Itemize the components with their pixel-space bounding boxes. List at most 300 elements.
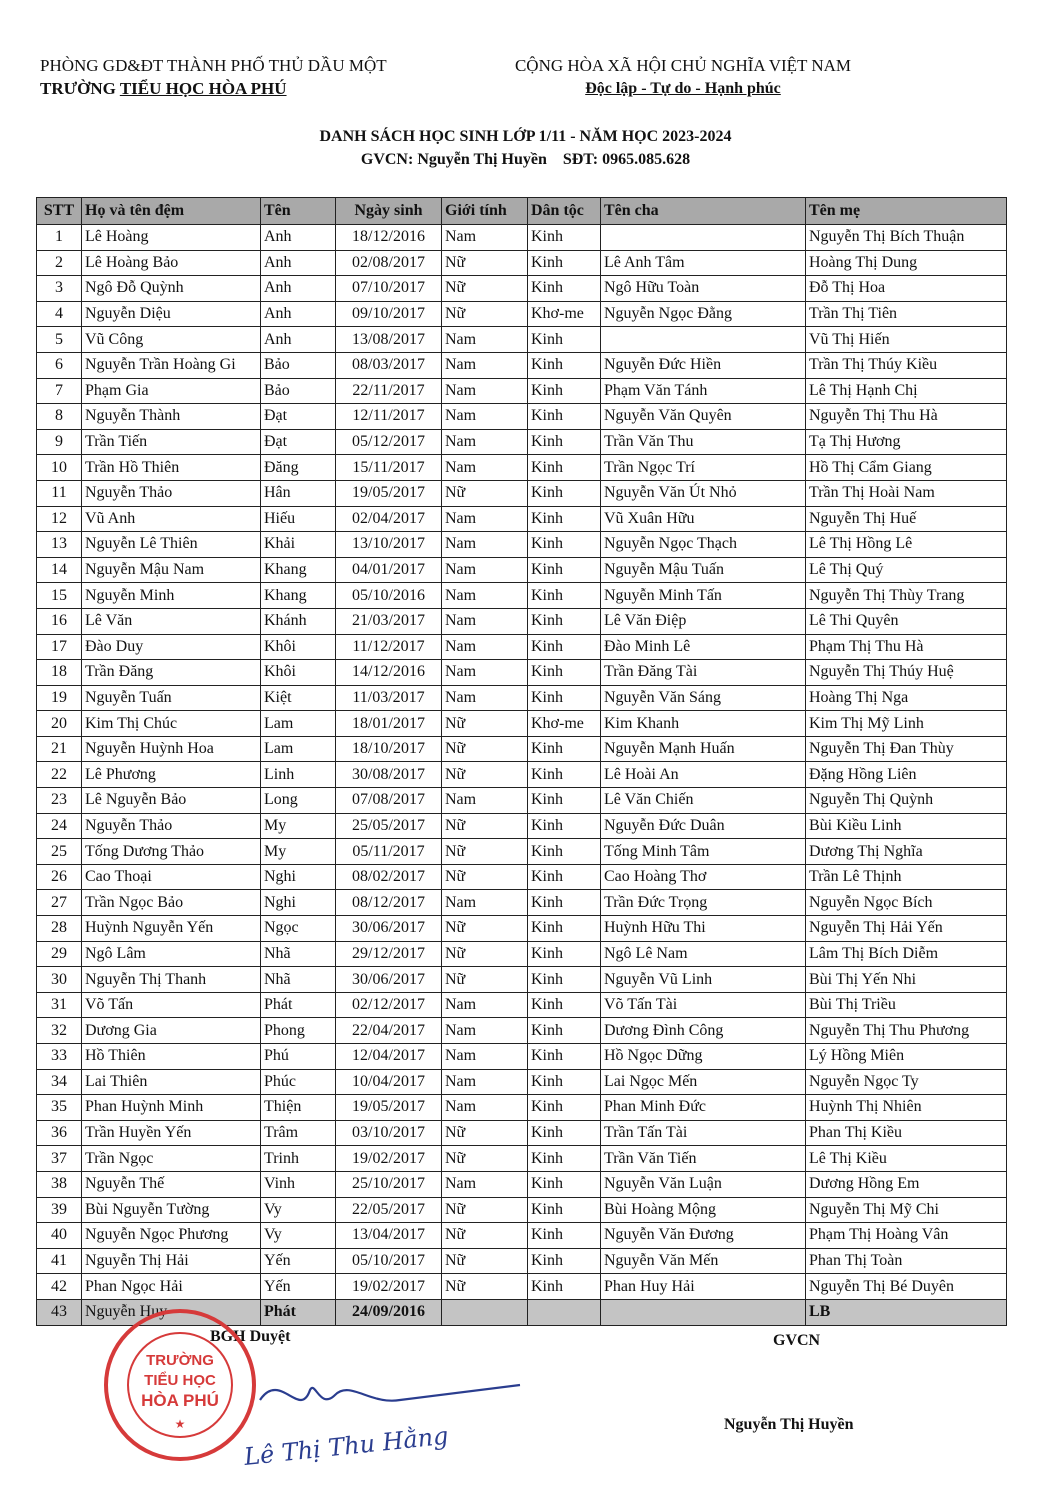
col-father-cell: Trần Văn Tiến	[601, 1146, 806, 1172]
col-gender-cell	[442, 1299, 528, 1325]
col-dob-cell: 05/12/2017	[336, 429, 442, 455]
col-middle-name-cell: Nguyễn Thị Hải	[82, 1248, 261, 1274]
col-dob-cell: 03/10/2017	[336, 1120, 442, 1146]
col-father-cell: Nguyễn Văn Luận	[601, 1171, 806, 1197]
col-father-cell: Hồ Ngọc Dững	[601, 1044, 806, 1070]
table-row	[37, 634, 1007, 660]
col-ethnicity-cell	[528, 1299, 601, 1325]
table-row	[37, 480, 1007, 506]
col-middle-name-cell: Nguyễn Thảo	[82, 813, 261, 839]
col-father-cell: Lê Văn Chiến	[601, 788, 806, 814]
seal-line2: TIỂU HỌC	[144, 1372, 216, 1389]
col-mother-cell: Kim Thị Mỹ Linh	[806, 711, 1007, 737]
col-dob-cell: 05/10/2017	[336, 1248, 442, 1274]
col-gender-cell: Nữ	[442, 864, 528, 890]
col-gender-cell: Nam	[442, 1171, 528, 1197]
col-ethnicity-cell: Kinh	[528, 225, 601, 251]
col-middle-name-cell: Cao Thoại	[82, 864, 261, 890]
table-row	[37, 736, 1007, 762]
col-dob-cell: 08/12/2017	[336, 890, 442, 916]
col-ethnicity-cell: Kinh	[528, 1069, 601, 1095]
col-dob-cell: 02/04/2017	[336, 506, 442, 532]
col-ethnicity-cell: Kinh	[528, 634, 601, 660]
col-first-name-cell: Phúc	[261, 1069, 336, 1095]
col-dob-cell: 10/04/2017	[336, 1069, 442, 1095]
col-mother-cell: Trần Thị Tiên	[806, 301, 1007, 327]
col-middle-name-cell: Kim Thị Chúc	[82, 711, 261, 737]
col-dob-cell: 25/05/2017	[336, 813, 442, 839]
col-dob-cell: 04/01/2017	[336, 557, 442, 583]
col-stt-cell: 17	[37, 634, 82, 660]
table-row	[37, 1171, 1007, 1197]
col-dob-cell: 29/12/2017	[336, 941, 442, 967]
table-row	[37, 1018, 1007, 1044]
col-stt-cell: 15	[37, 583, 82, 609]
table-row	[37, 532, 1007, 558]
table-row	[37, 967, 1007, 993]
table-row	[37, 506, 1007, 532]
col-first-name-cell: Đạt	[261, 429, 336, 455]
col-ethnicity-cell: Kinh	[528, 941, 601, 967]
col-dob-cell: 05/10/2016	[336, 583, 442, 609]
seal-line1: TRƯỜNG	[146, 1352, 214, 1369]
col-gender-cell: Nữ	[442, 711, 528, 737]
col-first-name-cell: My	[261, 839, 336, 865]
col-ethnicity-cell: Kinh	[528, 1171, 601, 1197]
col-gender-cell: Nam	[442, 327, 528, 353]
col-gender-cell: Nữ	[442, 1274, 528, 1300]
col-mother-cell: Lê Thị Quý	[806, 557, 1007, 583]
col-father-cell: Vũ Xuân Hữu	[601, 506, 806, 532]
col-mother-cell: Lê Thị Hồng Lê	[806, 532, 1007, 558]
col-ethnicity-cell: Kinh	[528, 480, 601, 506]
col-mother-cell: Phạm Thị Thu Hà	[806, 634, 1007, 660]
col-first-name-cell: Hân	[261, 480, 336, 506]
col-mother-cell: Hồ Thị Cẩm Giang	[806, 455, 1007, 481]
col-father-cell: Dương Đình Công	[601, 1018, 806, 1044]
table-row	[37, 327, 1007, 353]
col-ethnicity-cell: Kinh	[528, 276, 601, 302]
col-dob-cell: 13/04/2017	[336, 1223, 442, 1249]
col-first-name-cell: Khôi	[261, 634, 336, 660]
col-stt-cell: 37	[37, 1146, 82, 1172]
col-father-cell: Trần Tấn Tài	[601, 1120, 806, 1146]
teacher-info: GVCN: Nguyễn Thị Huyền SĐT: 0965.085.628	[360, 151, 691, 168]
col-mother-cell: Lê Thị Kiều	[806, 1146, 1007, 1172]
col-stt-cell: 36	[37, 1120, 82, 1146]
col-stt-cell: 42	[37, 1274, 82, 1300]
col-mother-cell: Nguyễn Thị Quỳnh	[806, 788, 1007, 814]
col-stt-cell: 39	[37, 1197, 82, 1223]
col-ethnicity-cell: Kinh	[528, 404, 601, 430]
col-ethnicity-cell: Kinh	[528, 967, 601, 993]
col-gender-cell: Nam	[442, 429, 528, 455]
col-mother-cell: Nguyễn Thị Đan Thùy	[806, 736, 1007, 762]
col-mother-cell: Hoàng Thị Dung	[806, 250, 1007, 276]
col-stt-cell: 34	[37, 1069, 82, 1095]
col-gender-cell: Nam	[442, 506, 528, 532]
col-middle-name-cell: Lê Hoàng Bảo	[82, 250, 261, 276]
col-ethnicity-cell: Kinh	[528, 378, 601, 404]
col-stt-cell: 11	[37, 480, 82, 506]
col-gender-cell: Nữ	[442, 839, 528, 865]
table-row	[37, 660, 1007, 686]
col-father-cell	[601, 1299, 806, 1325]
col-gender-cell: Nữ	[442, 941, 528, 967]
table-row	[37, 276, 1007, 302]
svg-text:★: ★	[174, 1417, 186, 1431]
col-stt-cell: 29	[37, 941, 82, 967]
col-middle-name-cell: Trần Huyền Yến	[82, 1120, 261, 1146]
col-father-cell: Ngô Hữu Toàn	[601, 276, 806, 302]
col-ethnicity-cell: Kinh	[528, 1018, 601, 1044]
col-stt-cell: 4	[37, 301, 82, 327]
col-father-cell: Cao Hoàng Thơ	[601, 864, 806, 890]
col-mother-cell: Vũ Thị Hiến	[806, 327, 1007, 353]
col-middle-name-cell: Lê Phương	[82, 762, 261, 788]
col-ethnicity-cell: Kinh	[528, 250, 601, 276]
col-gender-header: Giới tính	[442, 198, 528, 225]
col-gender-cell: Nam	[442, 557, 528, 583]
col-ethnicity-cell: Kinh	[528, 506, 601, 532]
col-mother-cell: Phạm Thị Hoàng Vân	[806, 1223, 1007, 1249]
col-ethnicity-cell: Kinh	[528, 1197, 601, 1223]
col-gender-cell: Nữ	[442, 250, 528, 276]
col-stt-cell: 1	[37, 225, 82, 251]
col-gender-cell: Nam	[442, 455, 528, 481]
col-dob-cell: 11/03/2017	[336, 685, 442, 711]
table-row	[37, 225, 1007, 251]
col-middle-name-cell: Nguyễn Thành	[82, 404, 261, 430]
col-middle-name-cell: Lai Thiên	[82, 1069, 261, 1095]
col-father-cell: Trần Văn Thu	[601, 429, 806, 455]
col-gender-cell: Nam	[442, 1044, 528, 1070]
col-first-name-cell: Phát	[261, 992, 336, 1018]
col-ethnicity-cell: Kinh	[528, 1120, 601, 1146]
col-stt-cell: 3	[37, 276, 82, 302]
col-stt-cell: 22	[37, 762, 82, 788]
col-mother-cell: Nguyễn Thị Hải Yến	[806, 916, 1007, 942]
col-middle-name-cell: Trần Hồ Thiên	[82, 455, 261, 481]
col-dob-cell: 22/04/2017	[336, 1018, 442, 1044]
col-dob-cell: 07/08/2017	[336, 788, 442, 814]
col-middle-name-cell: Lê Nguyễn Bảo	[82, 788, 261, 814]
col-gender-cell: Nam	[442, 532, 528, 558]
col-stt-cell: 27	[37, 890, 82, 916]
col-middle-name-cell: Nguyễn Ngọc Phương	[82, 1223, 261, 1249]
col-mother-cell: Đỗ Thị Hoa	[806, 276, 1007, 302]
col-mother-cell: LB	[806, 1299, 1007, 1325]
col-stt-cell: 30	[37, 967, 82, 993]
col-first-name-cell: Linh	[261, 762, 336, 788]
table-row	[37, 1197, 1007, 1223]
col-middle-name-cell: Trần Ngọc	[82, 1146, 261, 1172]
col-first-name-cell: Lam	[261, 736, 336, 762]
col-middle-name-cell: Dương Gia	[82, 1018, 261, 1044]
signature-stroke	[260, 1385, 520, 1401]
col-ethnicity-cell: Khơ-me	[528, 711, 601, 737]
col-stt-cell: 25	[37, 839, 82, 865]
col-dob-cell: 07/10/2017	[336, 276, 442, 302]
col-ethnicity-cell: Kinh	[528, 916, 601, 942]
col-ethnicity-cell: Kinh	[528, 429, 601, 455]
col-gender-cell: Nam	[442, 404, 528, 430]
col-ethnicity-cell: Kinh	[528, 608, 601, 634]
col-first-name-cell: Phát	[261, 1299, 336, 1325]
table-row	[37, 1248, 1007, 1274]
col-gender-cell: Nam	[442, 992, 528, 1018]
col-mother-cell: Nguyễn Thị Bích Thuận	[806, 225, 1007, 251]
col-gender-cell: Nữ	[442, 276, 528, 302]
col-father-cell: Võ Tấn Tài	[601, 992, 806, 1018]
col-ethnicity-cell: Kinh	[528, 1044, 601, 1070]
col-middle-name-cell: Vũ Công	[82, 327, 261, 353]
col-stt-cell: 43	[37, 1299, 82, 1325]
col-dob-cell: 19/05/2017	[336, 480, 442, 506]
col-gender-cell: Nữ	[442, 1248, 528, 1274]
col-middle-name-cell: Vũ Anh	[82, 506, 261, 532]
col-mother-cell: Đặng Hồng Liên	[806, 762, 1007, 788]
col-first-name-cell: Bảo	[261, 378, 336, 404]
col-gender-cell: Nữ	[442, 1197, 528, 1223]
table-row	[37, 864, 1007, 890]
col-father-cell: Nguyễn Minh Tấn	[601, 583, 806, 609]
col-middle-name-cell: Nguyễn Mậu Nam	[82, 557, 261, 583]
col-mother-cell: Lâm Thị Bích Diễm	[806, 941, 1007, 967]
col-middle-name-cell: Phạm Gia	[82, 378, 261, 404]
col-gender-cell: Nam	[442, 890, 528, 916]
col-middle-name-cell: Nguyễn Lê Thiên	[82, 532, 261, 558]
col-father-cell: Lê Anh Tâm	[601, 250, 806, 276]
col-father-cell: Nguyễn Mậu Tuấn	[601, 557, 806, 583]
col-father-cell: Tống Minh Tâm	[601, 839, 806, 865]
col-dob-cell: 08/02/2017	[336, 864, 442, 890]
col-gender-cell: Nam	[442, 225, 528, 251]
table-row	[37, 455, 1007, 481]
table-row	[37, 839, 1007, 865]
col-dob-cell: 02/08/2017	[336, 250, 442, 276]
col-middle-name-cell: Võ Tấn	[82, 992, 261, 1018]
col-gender-cell: Nam	[442, 1069, 528, 1095]
col-dob-cell: 19/02/2017	[336, 1146, 442, 1172]
col-dob-cell: 11/12/2017	[336, 634, 442, 660]
table-row	[37, 685, 1007, 711]
col-mother-cell: Nguyễn Thị Mỹ Chi	[806, 1197, 1007, 1223]
document-title: DANH SÁCH HỌC SINH LỚP 1/11 - NĂM HỌC 2023-2024	[319, 128, 732, 145]
col-middle-name-cell: Nguyễn Thế	[82, 1171, 261, 1197]
col-mother-cell: Bùi Thị Yến Nhi	[806, 967, 1007, 993]
col-middle-name-cell: Nguyễn Diệu	[82, 301, 261, 327]
col-ethnicity-cell: Kinh	[528, 1146, 601, 1172]
col-father-cell: Nguyễn Mạnh Huấn	[601, 736, 806, 762]
col-stt-cell: 18	[37, 660, 82, 686]
col-stt-cell: 10	[37, 455, 82, 481]
col-dob-cell: 12/11/2017	[336, 404, 442, 430]
col-stt-cell: 23	[37, 788, 82, 814]
school-seal-stamp	[100, 1305, 260, 1465]
table-row	[37, 1120, 1007, 1146]
col-dob-cell: 15/11/2017	[336, 455, 442, 481]
col-first-name-cell: Khải	[261, 532, 336, 558]
col-gender-cell: Nam	[442, 685, 528, 711]
col-middle-name-header: Họ và tên đệm	[82, 198, 261, 225]
col-stt-cell: 31	[37, 992, 82, 1018]
col-father-cell: Nguyễn Văn Mến	[601, 1248, 806, 1274]
col-stt-cell: 13	[37, 532, 82, 558]
header-right	[478, 54, 888, 100]
table-row	[37, 1069, 1007, 1095]
col-stt-header: STT	[37, 198, 82, 225]
col-gender-cell: Nam	[442, 1095, 528, 1121]
table-row	[37, 583, 1007, 609]
col-gender-cell: Nam	[442, 660, 528, 686]
col-first-name-cell: Ngọc	[261, 916, 336, 942]
col-father-cell: Trần Ngọc Trí	[601, 455, 806, 481]
col-gender-cell: Nam	[442, 1018, 528, 1044]
col-father-cell: Nguyễn Đức Hiền	[601, 352, 806, 378]
col-father-cell: Nguyễn Văn Sáng	[601, 685, 806, 711]
col-stt-cell: 41	[37, 1248, 82, 1274]
col-mother-cell: Lý Hồng Miên	[806, 1044, 1007, 1070]
col-mother-cell: Dương Thị Nghĩa	[806, 839, 1007, 865]
col-gender-cell: Nữ	[442, 916, 528, 942]
col-gender-cell: Nữ	[442, 967, 528, 993]
col-gender-cell: Nữ	[442, 480, 528, 506]
col-first-name-cell: Nhã	[261, 941, 336, 967]
col-middle-name-cell: Bùi Nguyễn Tường	[82, 1197, 261, 1223]
col-first-name-cell: Yến	[261, 1274, 336, 1300]
col-gender-cell: Nam	[442, 378, 528, 404]
col-middle-name-cell: Nguyễn Thị Thanh	[82, 967, 261, 993]
homeroom-teacher-label: GVCN	[773, 1332, 821, 1349]
col-middle-name-cell: Trần Đăng	[82, 660, 261, 686]
col-first-name-cell: Anh	[261, 250, 336, 276]
col-dob-cell: 18/12/2016	[336, 225, 442, 251]
col-first-name-cell: Nhã	[261, 967, 336, 993]
col-father-cell: Lê Văn Điệp	[601, 608, 806, 634]
col-father-cell: Bùi Hoàng Mộng	[601, 1197, 806, 1223]
table-row	[37, 557, 1007, 583]
col-dob-cell: 12/04/2017	[336, 1044, 442, 1070]
col-mother-cell: Phan Thị Kiều	[806, 1120, 1007, 1146]
col-dob-cell: 19/05/2017	[336, 1095, 442, 1121]
col-first-name-cell: Vy	[261, 1197, 336, 1223]
col-first-name-cell: Vy	[261, 1223, 336, 1249]
col-stt-cell: 28	[37, 916, 82, 942]
national-motto: Độc lập - Tự do - Hạnh phúc	[585, 80, 781, 97]
col-mother-cell: Nguyễn Ngọc Ty	[806, 1069, 1007, 1095]
col-dob-cell: 14/12/2016	[336, 660, 442, 686]
col-dob-cell: 30/08/2017	[336, 762, 442, 788]
col-father-cell: Phan Minh Đức	[601, 1095, 806, 1121]
col-father-cell: Đào Minh Lê	[601, 634, 806, 660]
col-dob-cell: 22/05/2017	[336, 1197, 442, 1223]
col-ethnicity-cell: Kinh	[528, 583, 601, 609]
table-row	[37, 1095, 1007, 1121]
table-row	[37, 711, 1007, 737]
col-mother-cell: Bùi Thị Triều	[806, 992, 1007, 1018]
col-dob-cell: 18/01/2017	[336, 711, 442, 737]
col-mother-cell: Nguyễn Thị Thu Hà	[806, 404, 1007, 430]
col-stt-cell: 8	[37, 404, 82, 430]
col-stt-cell: 26	[37, 864, 82, 890]
table-row	[37, 1274, 1007, 1300]
col-dob-cell: 02/12/2017	[336, 992, 442, 1018]
col-first-name-cell: Anh	[261, 327, 336, 353]
col-first-name-cell: Thiện	[261, 1095, 336, 1121]
col-ethnicity-cell: Kinh	[528, 1223, 601, 1249]
col-gender-cell: Nữ	[442, 736, 528, 762]
col-first-name-cell: Khang	[261, 583, 336, 609]
col-ethnicity-cell: Kinh	[528, 1248, 601, 1274]
col-ethnicity-cell: Kinh	[528, 788, 601, 814]
col-stt-cell: 9	[37, 429, 82, 455]
col-mother-cell: Nguyễn Thị Thu Phương	[806, 1018, 1007, 1044]
table-header-row	[37, 198, 1007, 225]
col-father-cell: Nguyễn Văn Út Nhỏ	[601, 480, 806, 506]
col-dob-cell: 30/06/2017	[336, 916, 442, 942]
col-dob-cell: 05/11/2017	[336, 839, 442, 865]
col-mother-cell: Nguyễn Thị Huế	[806, 506, 1007, 532]
col-ethnicity-cell: Kinh	[528, 890, 601, 916]
table-row	[37, 916, 1007, 942]
col-ethnicity-cell: Kinh	[528, 660, 601, 686]
col-mother-cell: Dương Hồng Em	[806, 1171, 1007, 1197]
col-mother-cell: Lê Thị Hạnh Chị	[806, 378, 1007, 404]
col-first-name-cell: Lam	[261, 711, 336, 737]
col-stt-cell: 20	[37, 711, 82, 737]
col-first-name-cell: Hiếu	[261, 506, 336, 532]
table-row	[37, 890, 1007, 916]
col-stt-cell: 32	[37, 1018, 82, 1044]
col-first-name-cell: Anh	[261, 301, 336, 327]
col-dob-cell: 30/06/2017	[336, 967, 442, 993]
seal-line3: HÒA PHÚ	[141, 1391, 219, 1410]
table-row	[37, 1044, 1007, 1070]
col-stt-cell: 14	[37, 557, 82, 583]
table-row	[37, 1223, 1007, 1249]
col-dob-cell: 22/11/2017	[336, 378, 442, 404]
col-father-header: Tên cha	[601, 198, 806, 225]
col-stt-cell: 40	[37, 1223, 82, 1249]
col-mother-cell: Tạ Thị Hương	[806, 429, 1007, 455]
col-dob-cell: 25/10/2017	[336, 1171, 442, 1197]
col-gender-cell: Nữ	[442, 762, 528, 788]
col-dob-cell: 08/03/2017	[336, 352, 442, 378]
col-first-name-cell: Đạt	[261, 404, 336, 430]
col-middle-name-cell: Nguyễn Tuấn	[82, 685, 261, 711]
table-row	[37, 352, 1007, 378]
col-mother-cell: Nguyễn Thị Thúy Huệ	[806, 660, 1007, 686]
table-row	[37, 941, 1007, 967]
col-father-cell: Nguyễn Ngọc Đằng	[601, 301, 806, 327]
col-first-name-cell: Long	[261, 788, 336, 814]
col-stt-cell: 12	[37, 506, 82, 532]
col-father-cell: Phan Huy Hải	[601, 1274, 806, 1300]
col-ethnicity-cell: Kinh	[528, 1274, 601, 1300]
col-middle-name-cell: Ngô Đỗ Quỳnh	[82, 276, 261, 302]
col-dob-cell: 24/09/2016	[336, 1299, 442, 1325]
col-ethnicity-cell: Kinh	[528, 813, 601, 839]
col-ethnicity-cell: Kinh	[528, 685, 601, 711]
col-stt-cell: 24	[37, 813, 82, 839]
col-dob-cell: 18/10/2017	[336, 736, 442, 762]
col-father-cell: Phạm Văn Tánh	[601, 378, 806, 404]
col-mother-cell: Phan Thị Toàn	[806, 1248, 1007, 1274]
col-ethnicity-cell: Kinh	[528, 1095, 601, 1121]
col-first-name-cell: Yến	[261, 1248, 336, 1274]
col-middle-name-cell: Phan Huỳnh Minh	[82, 1095, 261, 1121]
